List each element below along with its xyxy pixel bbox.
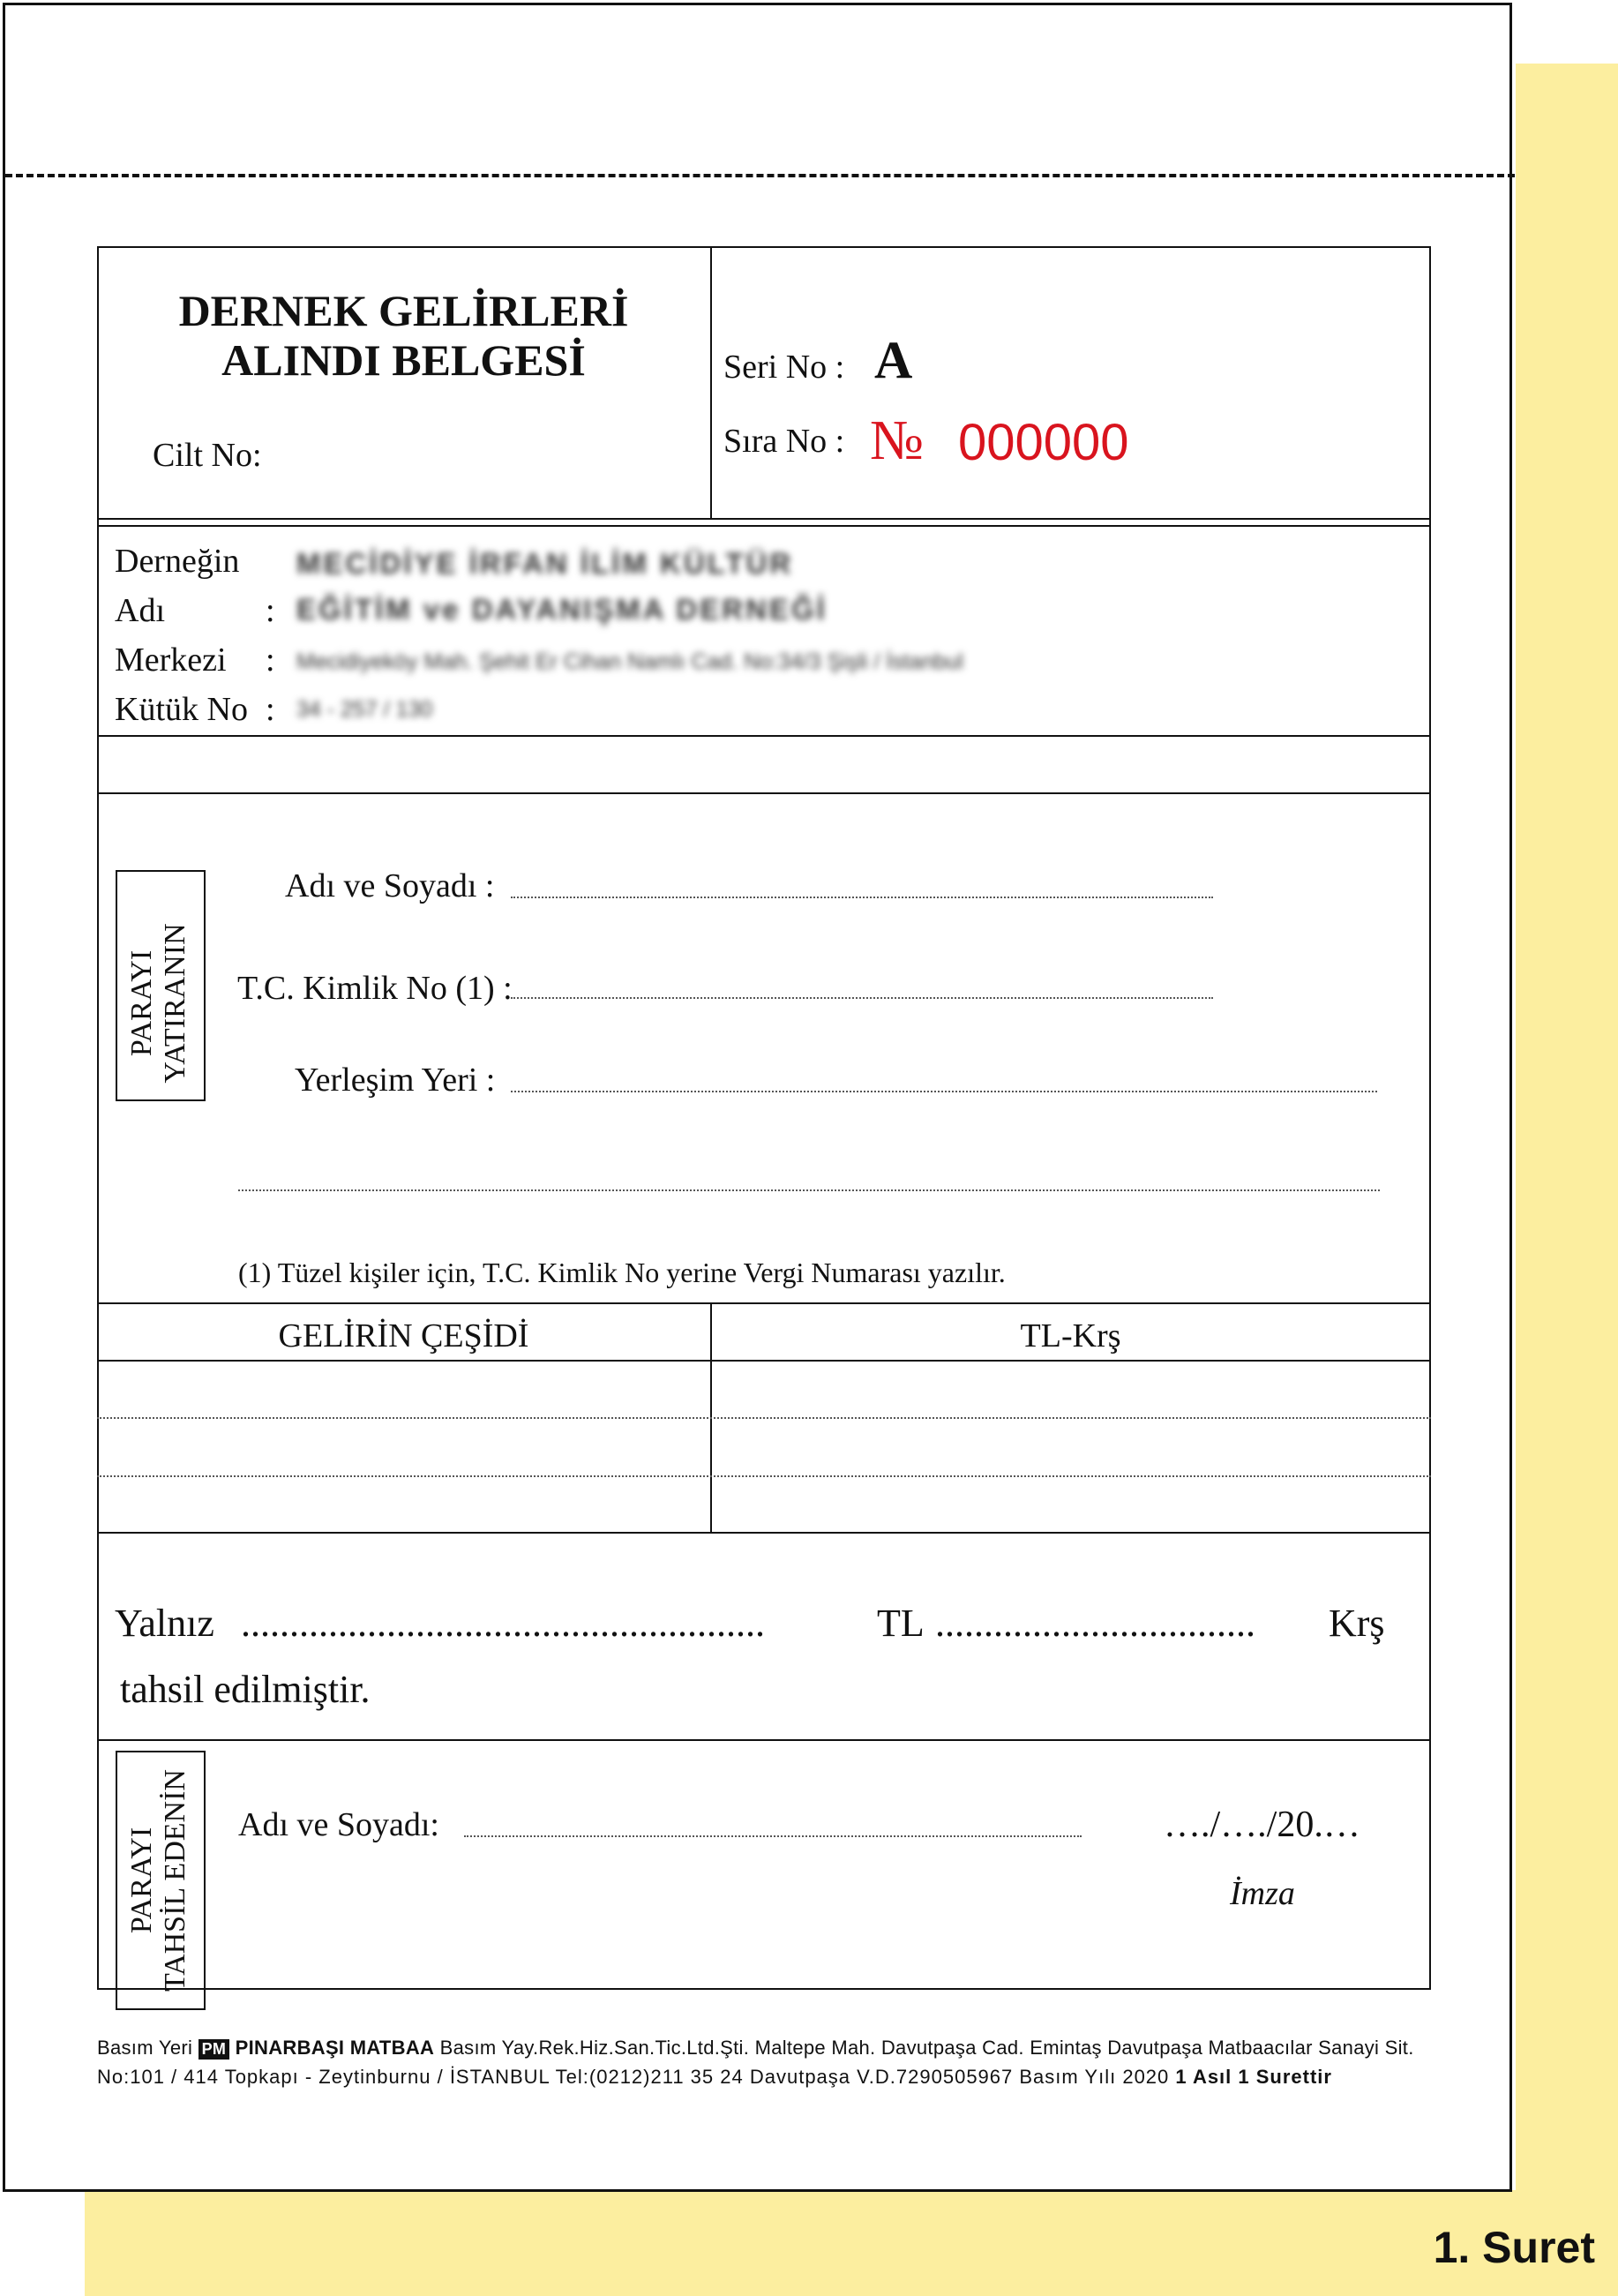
table-header-line <box>97 1360 1431 1362</box>
form-title-line2: ALINDI BELGESİ <box>221 335 586 385</box>
payer-address-field[interactable] <box>511 1091 1377 1092</box>
amount-words-field[interactable]: ...................................................... <box>241 1602 765 1645</box>
collector-name-label: Adı ve Soyadı: <box>238 1806 439 1843</box>
adi-label: Adı <box>115 592 165 629</box>
collector-side-label: PARAYI TAHSİL EDENİN <box>125 1769 191 1992</box>
association-kutuk-no: 34 - 257 / 130 <box>296 697 433 722</box>
sira-no-label: Sıra No : <box>723 423 845 460</box>
krs-label: Krş <box>1329 1602 1385 1645</box>
adi-colon: : <box>266 592 275 629</box>
payer-address-field-2[interactable] <box>238 1189 1380 1191</box>
sira-no-value: 000000 <box>958 414 1129 471</box>
footer-copy-note: 1 Asıl 1 Surettir <box>1175 2066 1332 2088</box>
copy-label: 1. Suret <box>1433 2223 1595 2272</box>
info-bottom-line <box>97 735 1431 737</box>
table-row-line-2 <box>97 1475 1431 1477</box>
date-field[interactable]: …./…./20.… <box>1164 1805 1360 1845</box>
payer-tc-label: T.C. Kimlik No (1) : <box>237 970 513 1007</box>
footer-line2 <box>97 2066 1332 2089</box>
header-divider <box>710 246 712 520</box>
krs-amount-field[interactable]: ................................. <box>935 1602 1255 1645</box>
header-bottom-line <box>97 518 1431 520</box>
table-bottom-line <box>97 1532 1431 1534</box>
footer-contact: No:101 / 414 Topkapı - Zeytinburnu / İSTANBUL Tel:(0212)211 35 24 Davutpaşa V.D.7290505967 Basım Yılı 2020 <box>97 2066 1170 2088</box>
footer-line1 <box>97 2037 1414 2060</box>
table-row-line-1 <box>97 1417 1431 1419</box>
payer-side-label: PARAYI YATIRANIN <box>125 923 191 1084</box>
seri-no-label: Seri No : <box>723 349 845 386</box>
footer-prefix: Basım Yeri <box>97 2037 193 2059</box>
copy-tab-bottom <box>85 2190 1618 2296</box>
association-address: Mecidiyeköy Mah. Şehit Er Cihan Namlı Cad. No:34/3 Şişli / İstanbul <box>296 649 963 674</box>
tl-label: TL <box>877 1602 925 1645</box>
footer-address: Basım Yay.Rek.Hiz.San.Tic.Ltd.Şti. Maltepe Mah. Davutpaşa Cad. Emintaş Davutpaşa Matbaacılar Sanayi Sit. <box>439 2037 1414 2059</box>
table-col-income-type: GELİRİN ÇEŞİDİ <box>278 1317 529 1354</box>
merkezi-colon: : <box>266 642 275 679</box>
yalniz-label: Yalnız <box>115 1602 214 1645</box>
dernegin-label: Derneğin <box>115 543 240 580</box>
association-name-line1: MECİDİYE İRFAN İLİM KÜLTÜR <box>296 547 794 580</box>
kutuk-label: Kütük No <box>115 691 248 728</box>
seri-no-value: A <box>874 331 913 389</box>
payer-name-field[interactable] <box>511 897 1213 898</box>
table-top-line <box>97 1302 1431 1304</box>
copy-tab-background <box>1516 64 1618 2296</box>
payer-name-label: Adı ve Soyadı : <box>285 867 495 904</box>
association-name-line2: EĞİTİM ve DAYANIŞMA DERNEĞİ <box>296 593 828 626</box>
cilt-no-label: Cilt No: <box>153 437 262 474</box>
form-frame <box>97 246 1431 1990</box>
collector-name-field[interactable] <box>464 1835 1082 1837</box>
blank-row-bottom-line <box>97 792 1431 794</box>
table-col-amount: TL-Krş <box>1020 1317 1121 1354</box>
merkezi-label: Merkezi <box>115 642 227 679</box>
payer-address-label: Yerleşim Yeri : <box>295 1062 496 1099</box>
perforation-line <box>5 174 1515 177</box>
header-bottom-line-2 <box>97 525 1431 527</box>
payer-note: (1) Tüzel kişiler için, T.C. Kimlik No yerine Vergi Numarası yazılır. <box>238 1257 1006 1288</box>
printer-logo: PM <box>199 2039 230 2060</box>
amount-bottom-line <box>97 1739 1431 1741</box>
number-sign-icon: № <box>870 409 925 471</box>
collected-text: tahsil edilmiştir. <box>120 1668 371 1711</box>
form-title-line1: DERNEK GELİRLERİ <box>178 286 629 335</box>
signature-label: İmza <box>1230 1875 1295 1912</box>
printer-name: PINARBAŞI MATBAA <box>235 2037 435 2059</box>
kutuk-colon: : <box>266 691 275 728</box>
receipt-sheet <box>3 3 1512 2192</box>
payer-tc-field[interactable] <box>511 997 1213 999</box>
